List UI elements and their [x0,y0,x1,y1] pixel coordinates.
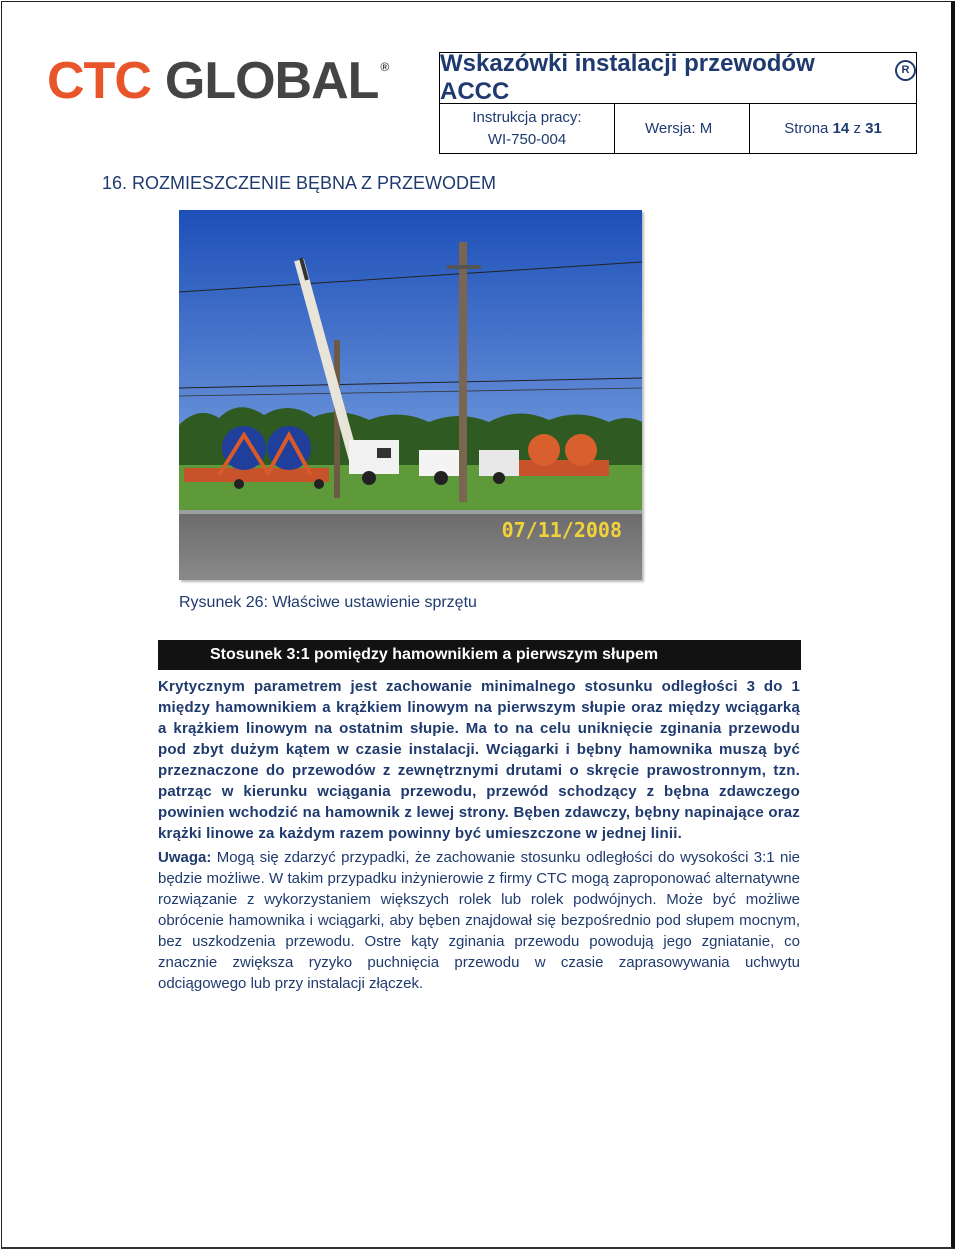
equipment-photo [179,210,642,580]
note-text: Mogą się zdarzyć przypadki, że zachowanie stosunku odległości do wysokości 3:1 nie będzie możliwe. W takim przypadku inżynierowie z firmy CTC mogą zaproponować alternatywne rozwiązanie z wykorzystaniem większych rolek lub rolek podwójnych. Może być możliwe obrócenie hamownika i wciągarki, aby bęben znajdował się bezpośrednio pod słupem mocnym, bez uszkodzenia przewodu. Ostre kąty zginania przewodu powodują jego zgniatanie, co znacznie zwiększa ryzyko puchnięcia przewodu w czasie zaprasowywania uchwytu odciągowego lub przy instalacji złączek. [158,849,800,992]
ratio-banner: Stosunek 3:1 pomiędzy hamownikiem a pierwszym słupem [158,640,801,670]
body-text [158,676,800,994]
logo-ctc-text: CTC [47,52,151,110]
wersja-value: M [699,120,713,137]
critical-parameter-paragraph: Krytycznym parametrem jest zachowanie minimalnego stosunku odległości 3 do 1 między hamownikiem a krążkiem linowym na pierwszym słupie oraz między wciągarką a krążkiem linowym na ostatnim słupie. Ma to na celu uniknięcie zginania przewodu pod zbyt dużym kątem w czasie instalacji. Wciągarki i bębny hamownika muszą być przeznaczone do przewodów z zewnętrznymi drutami o skręcie prawostronnym, tzn. patrząc w kierunku wciągania przewodu, przewód schodzący z bębna zdawczego powinien wchodzić na hamownik z lewej strony. Bęben zdawczy, bębny napinające oraz krążki linowe za każdym razem powinny być umieszczone w jednej linii. [158,678,800,842]
ctc-global-logo [47,52,390,110]
strona-current: 14 [832,120,850,137]
wersja-label: Wersja: [645,120,696,137]
instrukcja-label: Instrukcja pracy: [472,109,582,126]
instrukcja-value: WI-750-004 [487,131,567,148]
wersja-cell [615,104,750,154]
logo-global-text: GLOBAL [164,52,379,110]
registered-icon: R [895,60,916,81]
strona-total: 31 [865,120,882,137]
strona-label: Strona [784,120,829,137]
document-title [440,50,916,105]
section-title: 16. ROZMIESZCZENIE BĘBNA Z PRZEWODEM [102,173,497,193]
document-title-text: Wskazówki instalacji przewodów ACCC [440,50,815,105]
strona-cell [750,104,916,154]
logo-registered-mark: ® [380,60,390,74]
note-label: Uwaga: [158,849,212,866]
wersja-text [645,118,712,140]
note-paragraph [158,847,800,994]
strona-sep: z [853,120,861,137]
document-meta-row [440,103,916,154]
page-number [784,118,882,140]
document-header-box [439,52,917,154]
instrukcja-cell [440,104,615,154]
figure-caption: Rysunek 26: Właściwe ustawienie sprzętu [179,594,477,611]
photo-date-stamp: 07/11/2008 [501,518,622,542]
